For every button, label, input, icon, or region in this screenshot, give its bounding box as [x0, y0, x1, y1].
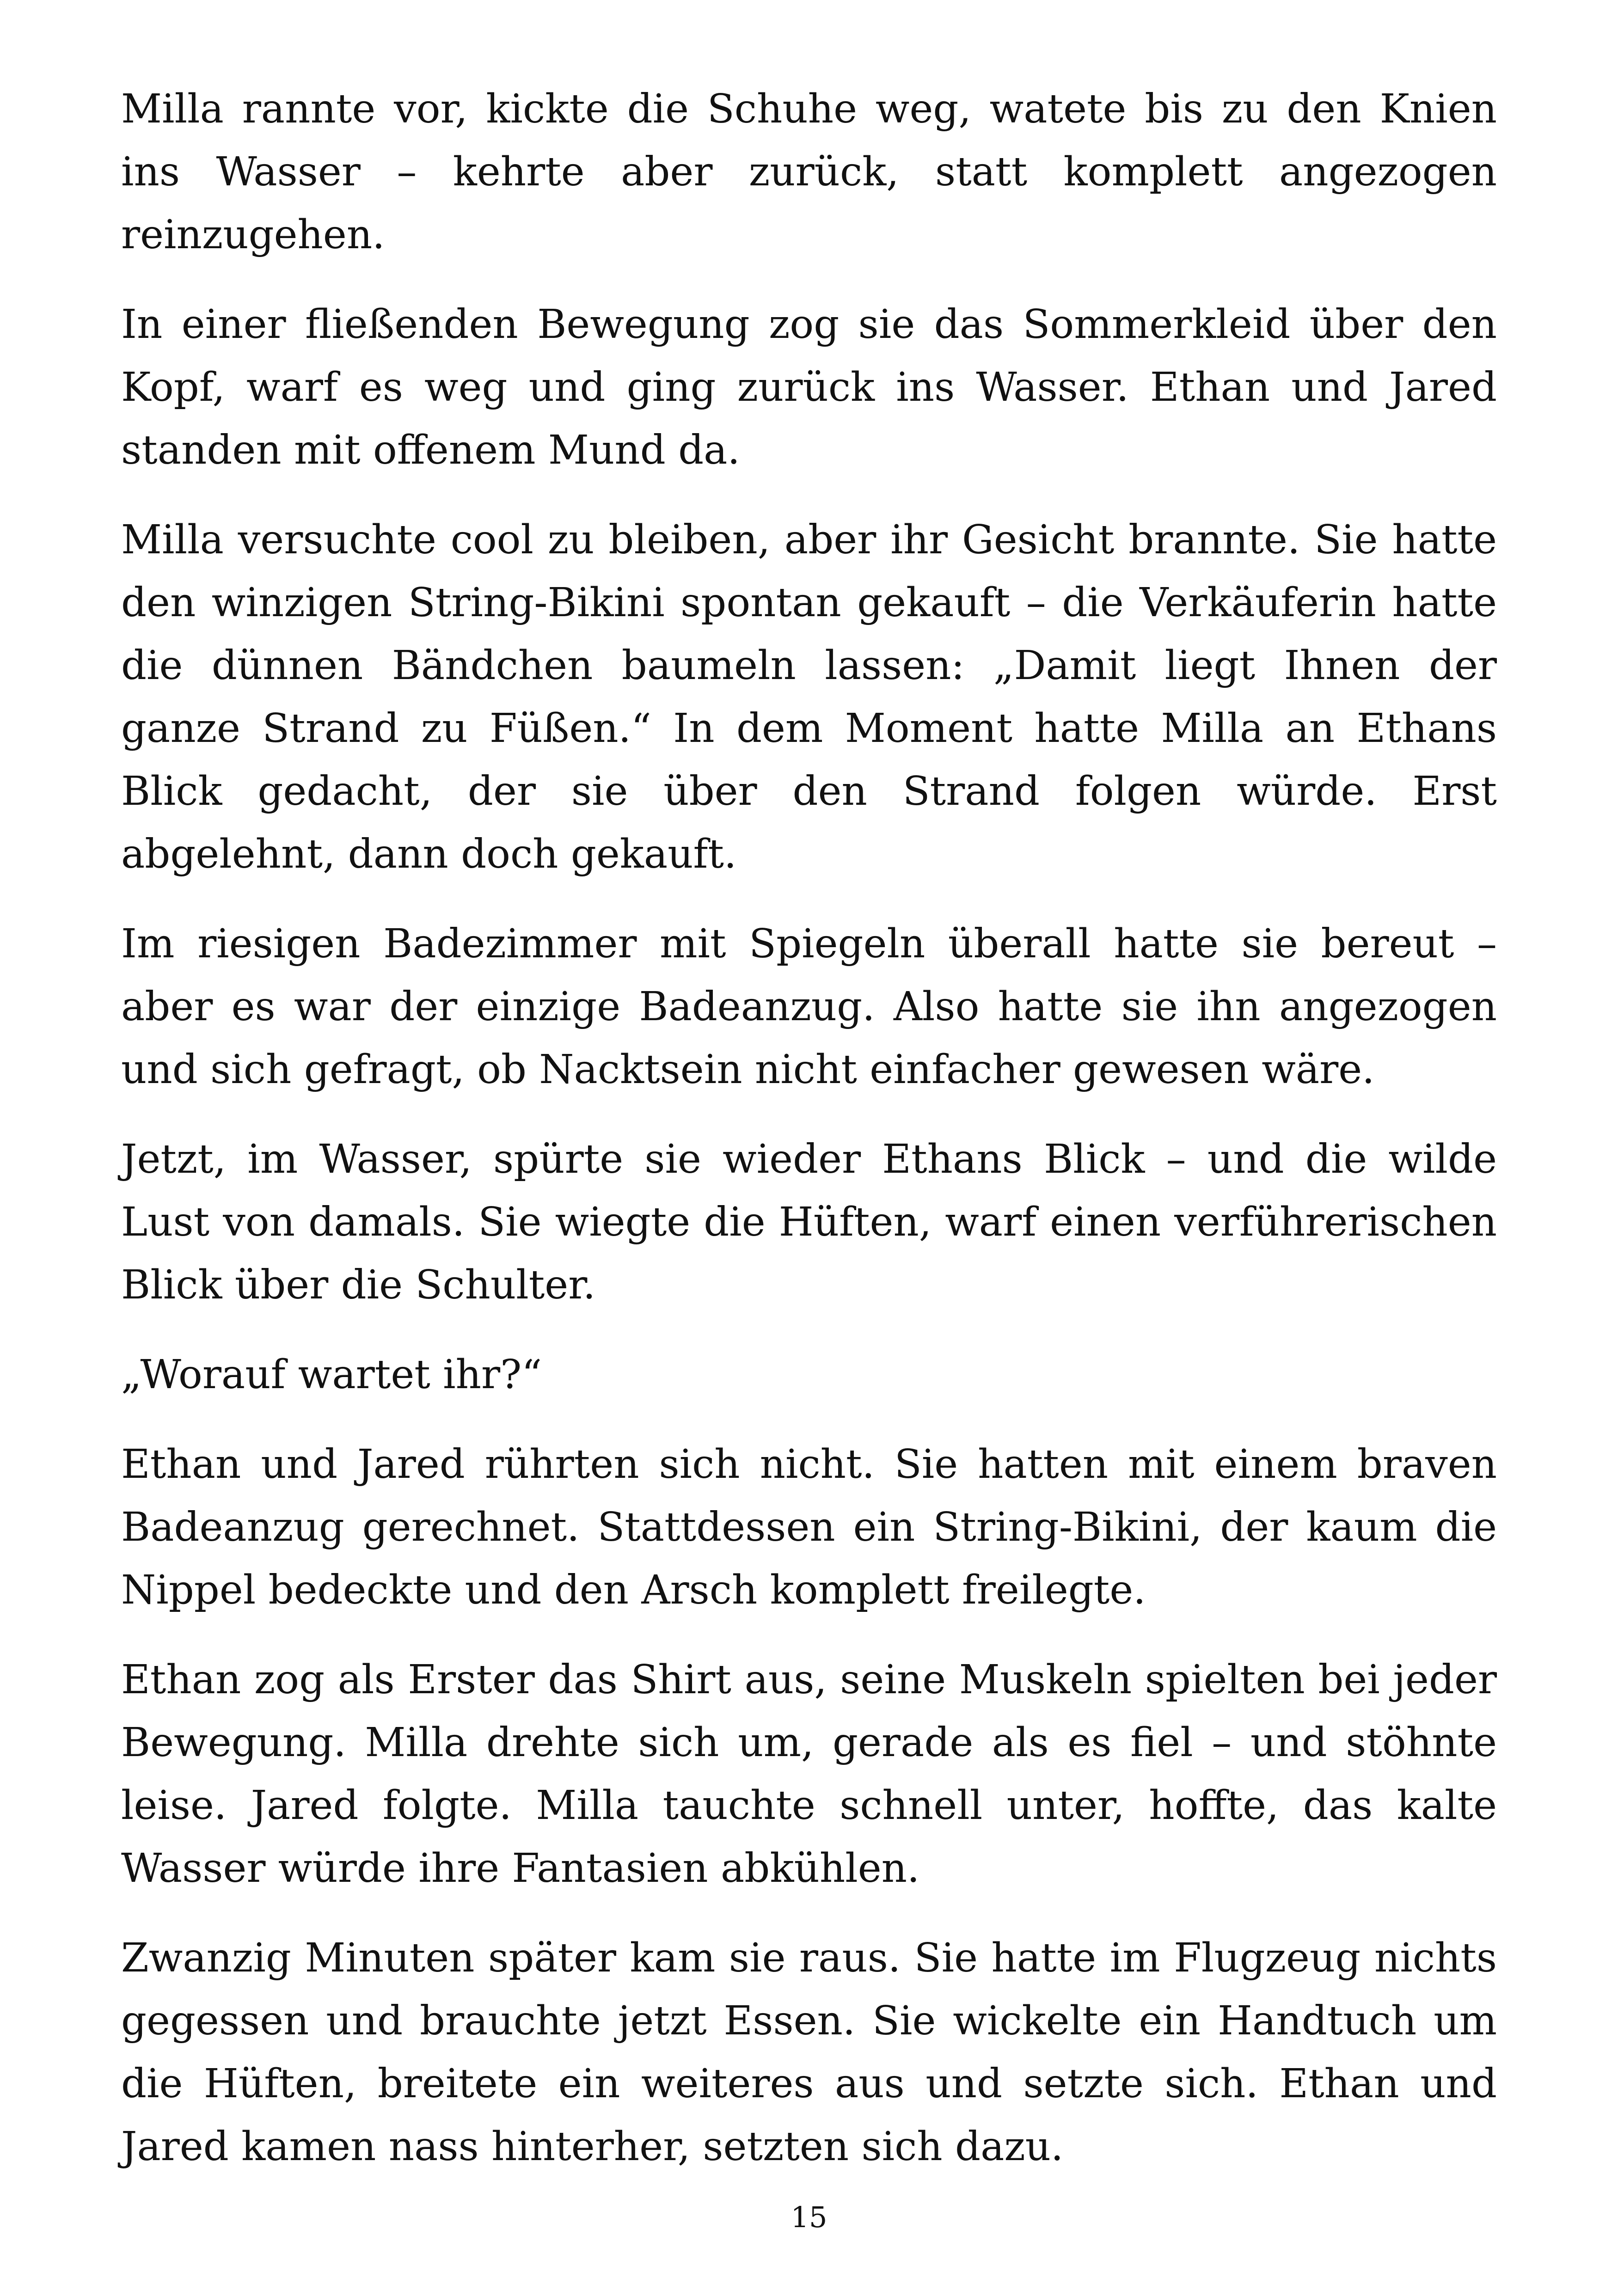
- paragraph: Im riesigen Badezimmer mit Spiegeln überall hatte sie bereut – aber es war der einzige Badeanzug. Also hatte sie ihn angezogen und sich gefragt, ob Nacktsein nicht einfacher gewesen wäre.: [121, 921, 1497, 1093]
- paragraph: Ethan zog als Erster das Shirt aus, seine Muskeln spielten bei jeder Bewegung. Milla drehte sich um, gerade als es fiel – und stöhnte leise. Jared folgte. Milla tauchte schnell unter, hoffte, das kalte Wasser würde ihre Fantasien abkühlen.: [121, 1657, 1497, 1892]
- paragraph: Milla rannte vor, kickte die Schuhe weg, watete bis zu den Knien ins Wasser – kehrte aber zurück, statt komplett angezogen reinzugehen.: [121, 86, 1497, 258]
- dialogue-line: „Worauf wartet ihr?“: [121, 1352, 542, 1398]
- paragraph: Ethan und Jared rührten sich nicht. Sie hatten mit einem braven Badeanzug gerechnet. Stattdessen ein String-Bikini, der kaum die Nippel bedeckte und den Arsch komplett freilegte.: [121, 1441, 1497, 1613]
- page-number: 15: [791, 2200, 827, 2234]
- paragraph: Jetzt, im Wasser, spürte sie wieder Ethans Blick – und die wilde Lust von damals. Sie wiegte die Hüften, warf einen verführerischen Blick über die Schulter.: [121, 1136, 1497, 1308]
- paragraph: In einer fließenden Bewegung zog sie das Sommerkleid über den Kopf, warf es weg und ging zurück ins Wasser. Ethan und Jared standen mit offenem Mund da.: [121, 301, 1497, 473]
- paragraph: Zwanzig Minuten später kam sie raus. Sie hatte im Flugzeug nichts gegessen und brauchte jetzt Essen. Sie wickelte ein Handtuch um die Hüften, breitete ein weiteres aus und setzte sich. Ethan und Jared kamen nass hinterher, setzten sich dazu.: [121, 1935, 1497, 2170]
- paragraph: Milla versuchte cool zu bleiben, aber ihr Gesicht brannte. Sie hatte den winzigen String-Bikini spontan gekauft – die Verkäuferin hatte die dünnen Bändchen baumeln lassen: „Damit liegt Ihnen der ganze Strand zu Füßen.“ In dem Moment hatte Milla an Ethans Blick gedacht, der sie über den Strand folgen würde. Erst abgelehnt, dann doch gekauft.: [121, 517, 1497, 877]
- body-text: [121, 78, 1497, 2205]
